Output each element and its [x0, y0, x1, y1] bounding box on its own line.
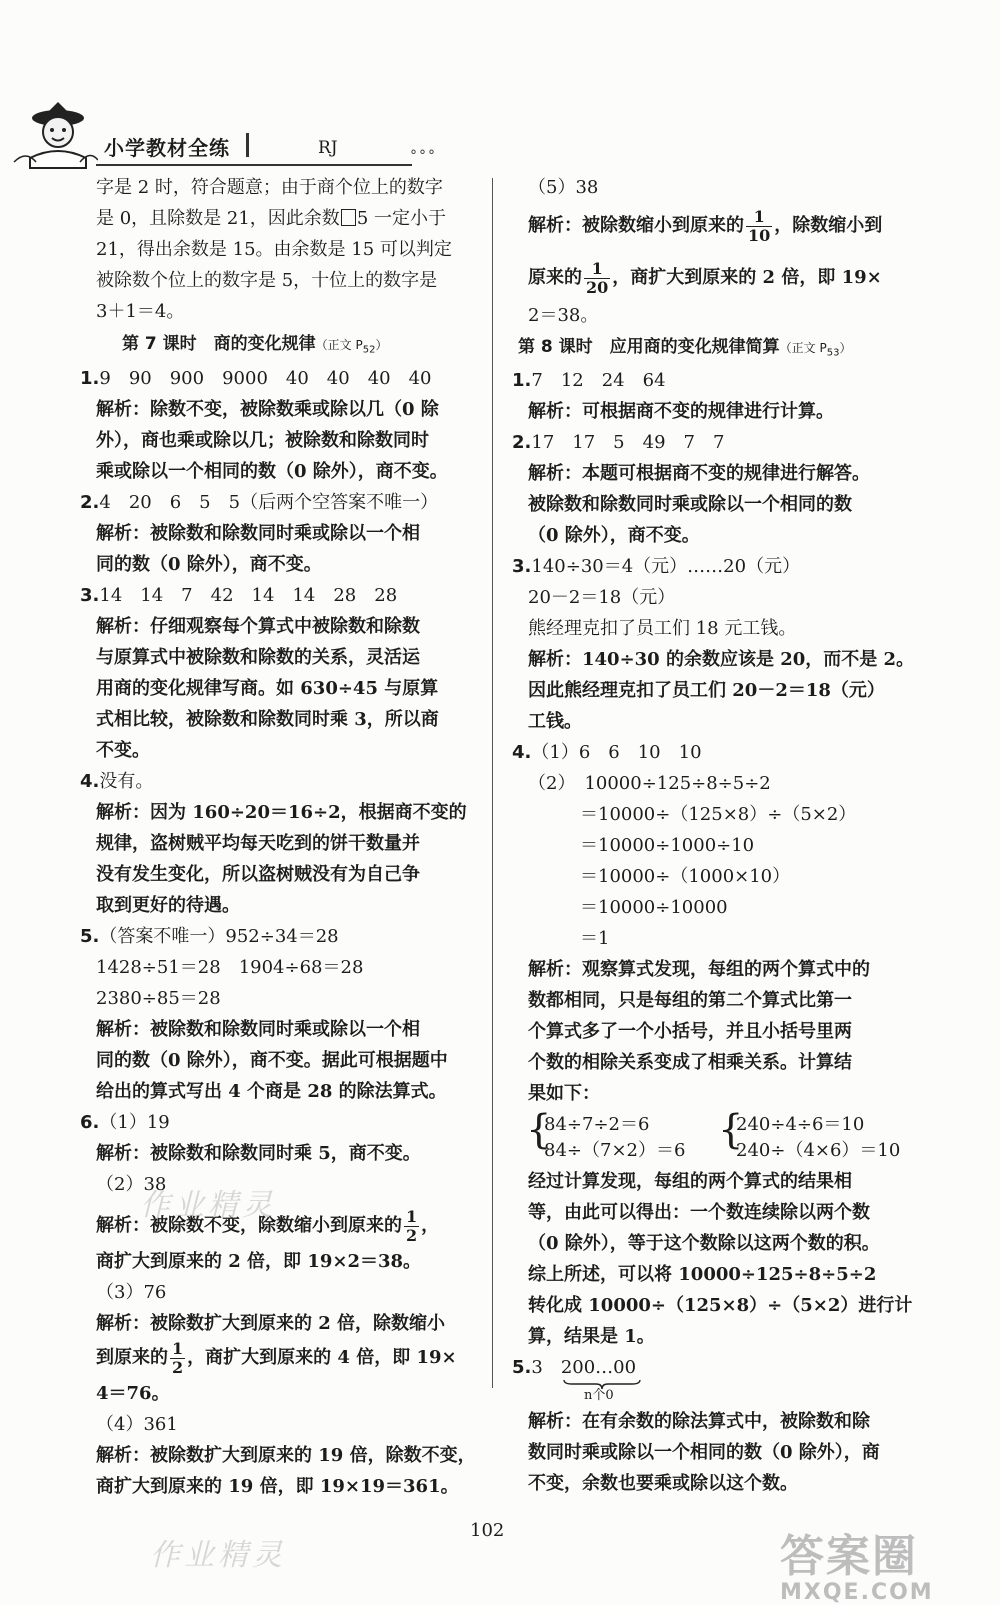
r-q4-analysis-4: 个数的相除关系变成了相乘关系。计算结 — [528, 1052, 852, 1073]
brand-watermark: 答案圈 MXQE.COM — [780, 1531, 934, 1605]
intro-line-1: 字是 2 时，符合题意；由于商个位上的数字 — [96, 177, 443, 198]
watermark: 作业精灵 — [140, 1188, 276, 1223]
q3-analysis-2: 与原算式中被除数和除数的关系，灵活运 — [96, 647, 420, 668]
group1-line-2: 84÷（7×2）＝6 — [544, 1140, 686, 1161]
fraction-one-twentieth: $\frac{1}{20}$ — [586, 258, 609, 297]
r-q2-analysis-1: 解析：本题可根据商不变的规律进行解答。 — [528, 463, 870, 484]
q6-part1-analysis: 解析：被除数和除数同时乘 5，商不变。 — [96, 1143, 421, 1164]
title-divider — [246, 133, 249, 157]
r-q4-analysis-3: 个算式多了一个小括号，并且小括号里两 — [528, 1021, 852, 1042]
fraction-one-tenth: $\frac{1}{10}$ — [748, 206, 771, 245]
r-q1-analysis: 解析：可根据商不变的规律进行计算。 — [528, 401, 834, 422]
r-q4-calc-6: ＝1 — [580, 928, 610, 949]
group1-line-1: 84÷7÷2＝6 — [544, 1114, 650, 1135]
fraction-one-half: $\frac{1}{2}$ — [172, 1338, 184, 1377]
lesson-7-title: 第 7 课时 商的变化规律（正文 $P_{52}$） — [122, 334, 388, 356]
edition-label: RJ — [318, 138, 338, 158]
q6-part2: （2）38 — [96, 1174, 167, 1195]
q6-part5-analysis-2: 原来的 $\frac{1}{20}$ ，商扩大到原来的 2 倍，即 19× — [528, 258, 882, 297]
r-q4-analysis-2: 数都相同，只是每组的第二个算式比第一 — [528, 990, 852, 1011]
group2-line-2: 240÷（4×6）＝10 — [736, 1140, 901, 1161]
r-q4-calc-5: ＝10000÷10000 — [580, 897, 728, 918]
r-q3-analysis-3: 工钱。 — [528, 711, 582, 732]
q6-part3-analysis-1: 解析：被除数扩大到原来的 2 倍，除数缩小 — [96, 1313, 446, 1334]
header-rule — [96, 164, 412, 166]
q5-analysis-2: 同的数（0 除外），商不变。据此可根据题中 — [96, 1050, 448, 1071]
watermark: 作业精灵 — [150, 1538, 286, 1573]
q4-analysis-1: 解析：因为 160÷20＝16÷2，根据商不变的 — [96, 802, 467, 823]
q4-analysis-3: 没有发生变化，所以盗树贼没有为自己争 — [96, 864, 420, 885]
q5-answer: 5.（答案不唯一）952÷34＝28 — [80, 926, 339, 947]
q6-part4-analysis-2: 商扩大到原来的 19 倍，即 19×19＝361。 — [96, 1476, 459, 1497]
q6-part3: （3）76 — [96, 1282, 167, 1303]
r-q4-calc-1: （2） 10000÷125÷8÷5÷2 — [528, 773, 771, 794]
q4-analysis-4: 取到更好的待遇。 — [96, 895, 240, 916]
r-q3-analysis-1: 解析：140÷30 的余数应该是 20，而不是 2。 — [528, 649, 915, 670]
r-q4-calc-4: ＝10000÷（1000×10） — [580, 866, 791, 887]
lesson-8-title: 第 8 课时 应用商的变化规律简算（正文 $P_{53}$） — [518, 337, 852, 359]
r-q5-analysis-1: 解析：在有余数的除法算式中，被除数和除 — [528, 1411, 870, 1432]
r-q4-analysis-5: 果如下： — [528, 1083, 600, 1104]
q1-analysis-2: 外），商也乘或除以几；被除数和除数同时 — [96, 430, 429, 451]
q3-answer: 3.14 14 7 42 14 14 28 28 — [80, 585, 398, 606]
q1-analysis-1: 解析：除数不变，被除数乘或除以几（0 除 — [96, 399, 439, 420]
r-q5-analysis-3: 不变，余数也要乘或除以这个数。 — [528, 1473, 798, 1494]
book-title: 小学教材全练 — [104, 136, 230, 160]
page-number: 102 — [470, 1520, 505, 1541]
r-q5-underbrace-label: n个0 — [584, 1388, 614, 1403]
q6-part4-analysis-1: 解析：被除数扩大到原来的 19 倍，除数不变， — [96, 1445, 476, 1466]
r-q5-expression: 200…00 — [560, 1357, 637, 1378]
q1-analysis-3: 乘或除以一个相同的数（0 除外），商不变。 — [96, 461, 448, 482]
r-q5-answer: 5.3 200…00 — [512, 1357, 637, 1378]
q2-analysis-2: 同的数（0 除外），商不变。 — [96, 554, 322, 575]
r-q4-conclusion-1: 经过计算发现，每组的两个算式的结果相 — [528, 1171, 852, 1192]
q3-analysis-3: 用商的变化规律写商。如 630÷45 与原算 — [96, 678, 439, 699]
r-q1-answer: 1.7 12 24 64 — [512, 370, 666, 391]
header-dots: °°° — [410, 148, 437, 164]
q5-line-2: 2380÷85＝28 — [96, 988, 221, 1009]
intro-line-3: 21，得出余数是 15。由余数是 15 可以判定 — [96, 239, 452, 260]
r-q4-conclusion-6: 算，结果是 1。 — [528, 1326, 655, 1347]
r-q4-calc-3: ＝10000÷1000÷10 — [580, 835, 755, 856]
r-q4-analysis-1: 解析：观察算式发现，每组的两个算式中的 — [528, 959, 870, 980]
q3-analysis-5: 不变。 — [96, 740, 150, 761]
r-q3-answer: 3.140÷30＝4（元）……20（元） — [512, 556, 801, 577]
q3-analysis-4: 式相比较，被除数和除数同时乘 3，所以商 — [96, 709, 439, 730]
q4-analysis-2: 规律，盗树贼平均每天吃到的饼干数量并 — [96, 833, 420, 854]
intro-line-5: 3＋1＝4。 — [96, 301, 185, 322]
r-q4-calc-2: ＝10000÷（125×8）÷（5×2） — [580, 804, 857, 825]
q1-answer: 1.9 90 900 9000 40 40 40 40 — [80, 368, 432, 389]
r-q2-analysis-2: 被除数和除数同时乘或除以一个相同的数 — [528, 494, 852, 515]
mascot-logo-icon — [10, 100, 98, 172]
group2-line-1: 240÷4÷6＝10 — [736, 1114, 865, 1135]
intro-line-2: 是 0，且除数是 21，因此余数 5 一定小于 — [96, 208, 446, 229]
brace-icon: { — [526, 1107, 552, 1153]
r-q2-analysis-3: （0 除外），商不变。 — [528, 525, 700, 546]
q6-part4: （4）361 — [96, 1414, 178, 1435]
q6-part2-analysis: 解析：被除数不变，除数缩小到原来的 $\frac{1}{2}$ ， — [96, 1206, 440, 1245]
q2-analysis-1: 解析：被除数和除数同时乘或除以一个相 — [96, 523, 420, 544]
r-q3-line-1: 20－2＝18（元） — [528, 587, 676, 608]
r-q3-analysis-2: 因此熊经理克扣了员工们 20－2＝18（元） — [528, 680, 885, 701]
q6-part5-analysis-1: 解析：被除数缩小到原来的 $\frac{1}{10}$ ，除数缩小到 — [528, 206, 883, 245]
r-q2-answer: 2.17 17 5 49 7 7 — [512, 432, 725, 453]
q6-part2-analysis-2: 商扩大到原来的 2 倍，即 19×2＝38。 — [96, 1251, 422, 1272]
q6-part3-analysis-3: 4＝76。 — [96, 1383, 170, 1404]
q5-analysis-1: 解析：被除数和除数同时乘或除以一个相 — [96, 1019, 420, 1040]
r-q3-line-2: 熊经理克扣了员工们 18 元工钱。 — [528, 618, 797, 639]
r-q4-conclusion-5: 转化成 10000÷（125×8）÷（5×2）进行计 — [528, 1295, 913, 1316]
fraction-one-half: $\frac{1}{2}$ — [406, 1206, 418, 1245]
q6-part5-analysis-3: 2＝38。 — [528, 305, 599, 326]
intro-line-4: 被除数个位上的数字是 5，十位上的数字是 — [96, 270, 438, 291]
r-q4-conclusion-3: （0 除外），等于这个数除以这两个数的积。 — [528, 1233, 880, 1254]
q3-analysis-1: 解析：仔细观察每个算式中被除数和除数 — [96, 616, 420, 637]
r-q5-analysis-2: 数同时乘或除以一个相同的数（0 除外），商 — [528, 1442, 880, 1463]
q4-answer: 4.没有。 — [80, 771, 154, 792]
r-q4-answer: 4.（1）6 6 10 10 — [512, 742, 702, 763]
q6-part5: （5）38 — [528, 177, 599, 198]
q6-part1: 6.（1）19 — [80, 1112, 170, 1133]
q5-line-1: 1428÷51＝28 1904÷68＝28 — [96, 957, 364, 978]
r-q4-conclusion-2: 等，由此可以得出：一个数连续除以两个数 — [528, 1202, 870, 1223]
q6-part3-analysis-2: 到原来的 $\frac{1}{2}$ ，商扩大到原来的 4 倍，即 19× — [96, 1338, 457, 1377]
column-divider — [492, 178, 493, 1388]
q2-answer: 2.4 20 6 5 5（后两个空答案不唯一） — [80, 492, 439, 513]
q5-analysis-3: 给出的算式写出 4 个商是 28 的除法算式。 — [96, 1081, 447, 1102]
r-q4-conclusion-4: 综上所述，可以将 10000÷125÷8÷5÷2 — [528, 1264, 877, 1285]
brace-icon: { — [718, 1107, 744, 1153]
blank-box-icon — [341, 209, 356, 226]
